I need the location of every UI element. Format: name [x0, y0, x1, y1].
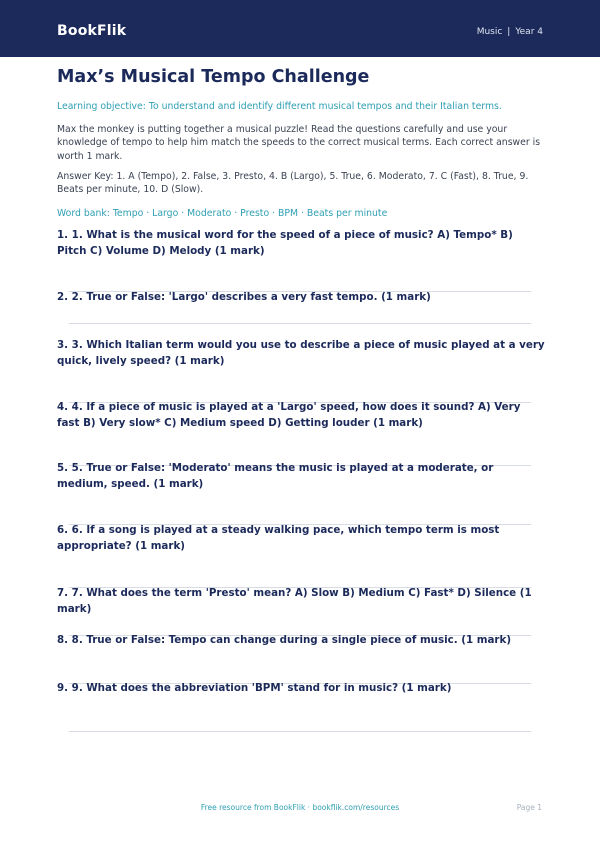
question-5: 5. 5. True or False: 'Moderato' means the music is played at a moderate, or medium, speed. (1 mark): [57, 462, 494, 490]
answer-line-2[interactable]: [69, 323, 531, 324]
question-9: 9. 9. What does the abbreviation 'BPM' stand for in music? (1 mark): [57, 682, 452, 694]
year-label: Year 4: [515, 27, 543, 37]
intro-paragraph: Max the monkey is putting together a musical puzzle! Read the questions carefully and use your knowledge of tempo to help him match the speeds to the correct musical terms. Each correct answer is worth 1 mark.: [57, 124, 541, 162]
question-8: 8. 8. True or False: Tempo can change during a single piece of music. (1 mark): [57, 634, 512, 646]
question-2: 2. 2. True or False: 'Largo' describes a very fast tempo. (1 mark): [57, 291, 431, 303]
worksheet-intro: [57, 66, 543, 220]
question-7: 7. 7. What does the term 'Presto' mean? A) Slow B) Medium C) Fast* D) Silence (1 mark): [57, 587, 532, 615]
meta-separator: |: [507, 27, 511, 37]
question-6: 6. 6. If a song is played at a steady walking pace, which tempo term is most appropriate? (1 mark): [57, 524, 500, 552]
brand-logo-text: BookFlik: [57, 23, 127, 39]
word-bank: Word bank: Tempo · Largo · Moderato · Presto · BPM · Beats per minute: [57, 208, 388, 220]
page-header: [0, 0, 600, 57]
footer-credit: Free resource from BookFlik · bookflik.com/resources: [200, 803, 400, 812]
question-4: 4. 4. If a piece of music is played at a 'Largo' speed, how does it sound? A) Very fast B) Very slow* C) Medium speed D) Getting louder (1 mark): [57, 401, 521, 429]
answer-line-9[interactable]: [69, 731, 531, 732]
page-number: Page 1: [516, 803, 542, 812]
page-title: Max’s Musical Tempo Challenge: [57, 67, 370, 87]
subject-label: Music: [476, 27, 503, 37]
answer-key: Answer Key: 1. A (Tempo), 2. False, 3. Presto, 4. B (Largo), 5. True, 6. Moderato, 7. C (Fast), 8. True, 9. Beats per minute, 10. D (Slow).: [57, 170, 529, 196]
subject-year: [477, 27, 543, 37]
learning-objective: Learning objective: To understand and identify different musical tempos and their Italian terms.: [57, 101, 502, 112]
question-3: 3. 3. Which Italian term would you use to describe a piece of music played at a very quick, lively speed? (1 mark): [57, 339, 545, 367]
question-1: 1. 1. What is the musical word for the speed of a piece of music? A) Tempo* B) Pitch C) Volume D) Melody (1 mark): [57, 229, 513, 257]
